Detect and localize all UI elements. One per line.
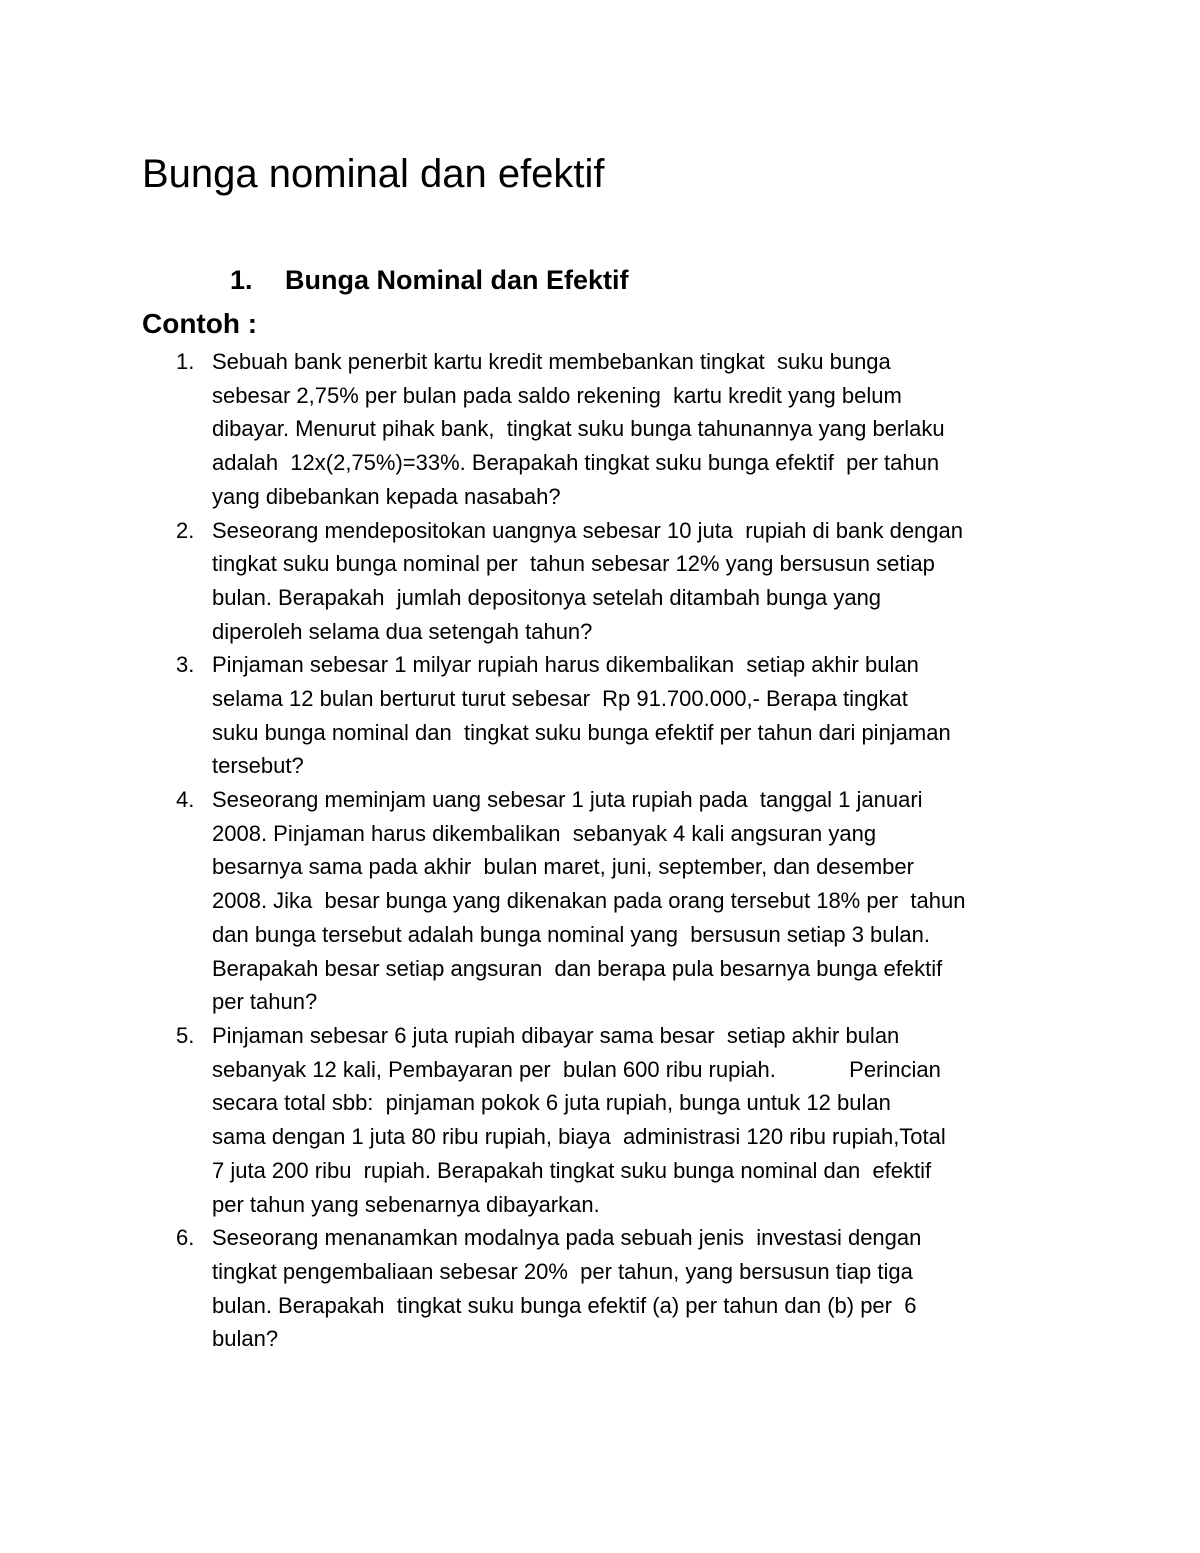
example-line: Seseorang mendepositokan uangnya sebesar 10 juta rupiah di bank dengan — [212, 517, 963, 543]
example-line: Sebuah bank penerbit kartu kredit membebankan tingkat suku bunga — [212, 349, 891, 374]
section-number: 1. — [230, 265, 253, 295]
example-line: sebanyak 12 kali, Pembayaran per bulan 600 ribu rupiah. Perincian — [212, 1056, 941, 1082]
example-line: secara total sbb: pinjaman pokok 6 juta rupiah, bunga untuk 12 bulan — [212, 1090, 891, 1116]
example-number: 5. — [176, 1023, 195, 1048]
example-line: per tahun? — [212, 989, 318, 1015]
example-line: besarnya sama pada akhir bulan maret, juni, september, dan desember — [212, 854, 914, 880]
example-line: 2008. Jika besar bunga yang dikenakan pada orang tersebut 18% per tahun — [212, 888, 966, 914]
example-line: Pinjaman sebesar 1 milyar rupiah harus dikembalikan setiap akhir bulan — [212, 652, 919, 678]
example-line: yang dibebankan kepada nasabah? — [212, 483, 561, 509]
example-line: tingkat suku bunga nominal per tahun sebesar 12% yang bersusun setiap — [212, 551, 935, 577]
example-line: adalah 12x(2,75%)=33%. Berapakah tingkat suku bunga efektif per tahun — [212, 450, 940, 476]
document-title: Bunga nominal dan efektif — [142, 152, 605, 196]
example-number: 4. — [176, 787, 195, 813]
example-number: 3. — [176, 652, 195, 678]
example-line: dan bunga tersebut adalah bunga nominal yang bersusun setiap 3 bulan. — [212, 921, 930, 947]
example-line: diperoleh selama dua setengah tahun? — [212, 618, 593, 644]
example-line: suku bunga nominal dan tingkat suku bunga efektif per tahun dari pinjaman — [212, 719, 951, 745]
example-line: tingkat pengembaliaan sebesar 20% per tahun, yang bersusun tiap tiga — [212, 1258, 913, 1284]
example-line: 7 juta 200 ribu rupiah. Berapakah tingkat suku bunga nominal dan efektif — [212, 1157, 932, 1183]
section-title: Bunga Nominal dan Efektif — [285, 265, 629, 295]
example-line: Berapakah besar setiap angsuran dan berapa pula besarnya bunga efektif — [212, 955, 943, 981]
example-number: 2. — [176, 517, 195, 543]
example-line: Seseorang meminjam uang sebesar 1 juta rupiah pada tanggal 1 januari — [212, 787, 923, 813]
example-line: bulan. Berapakah tingkat suku bunga efektif (a) per tahun dan (b) per 6 — [212, 1292, 917, 1318]
example-line: per tahun yang sebenarnya dibayarkan. — [212, 1191, 600, 1217]
example-line: selama 12 bulan berturut turut sebesar Rp 91.700.000,- Berapa tingkat — [212, 685, 908, 711]
example-number: 6. — [176, 1225, 195, 1251]
example-number: 1. — [176, 349, 195, 374]
example-line: dibayar. Menurut pihak bank, tingkat suku bunga tahunannya yang berlaku — [212, 416, 945, 442]
example-line: sama dengan 1 juta 80 ribu rupiah, biaya administrasi 120 ribu rupiah,Total — [212, 1124, 946, 1150]
example-line: Seseorang menanamkan modalnya pada sebuah jenis investasi dengan — [212, 1225, 922, 1251]
example-line: 2008. Pinjaman harus dikembalikan sebanyak 4 kali angsuran yang — [212, 820, 877, 846]
example-line: bulan. Berapakah jumlah depositonya setelah ditambah bunga yang — [212, 584, 882, 610]
example-line: sebesar 2,75% per bulan pada saldo rekening kartu kredit yang belum — [212, 382, 902, 408]
example-line: bulan? — [212, 1326, 279, 1352]
example-heading: Contoh : — [142, 308, 258, 339]
example-line: tersebut? — [212, 753, 304, 779]
example-line: Pinjaman sebesar 6 juta rupiah dibayar sama besar setiap akhir bulan — [212, 1023, 900, 1048]
